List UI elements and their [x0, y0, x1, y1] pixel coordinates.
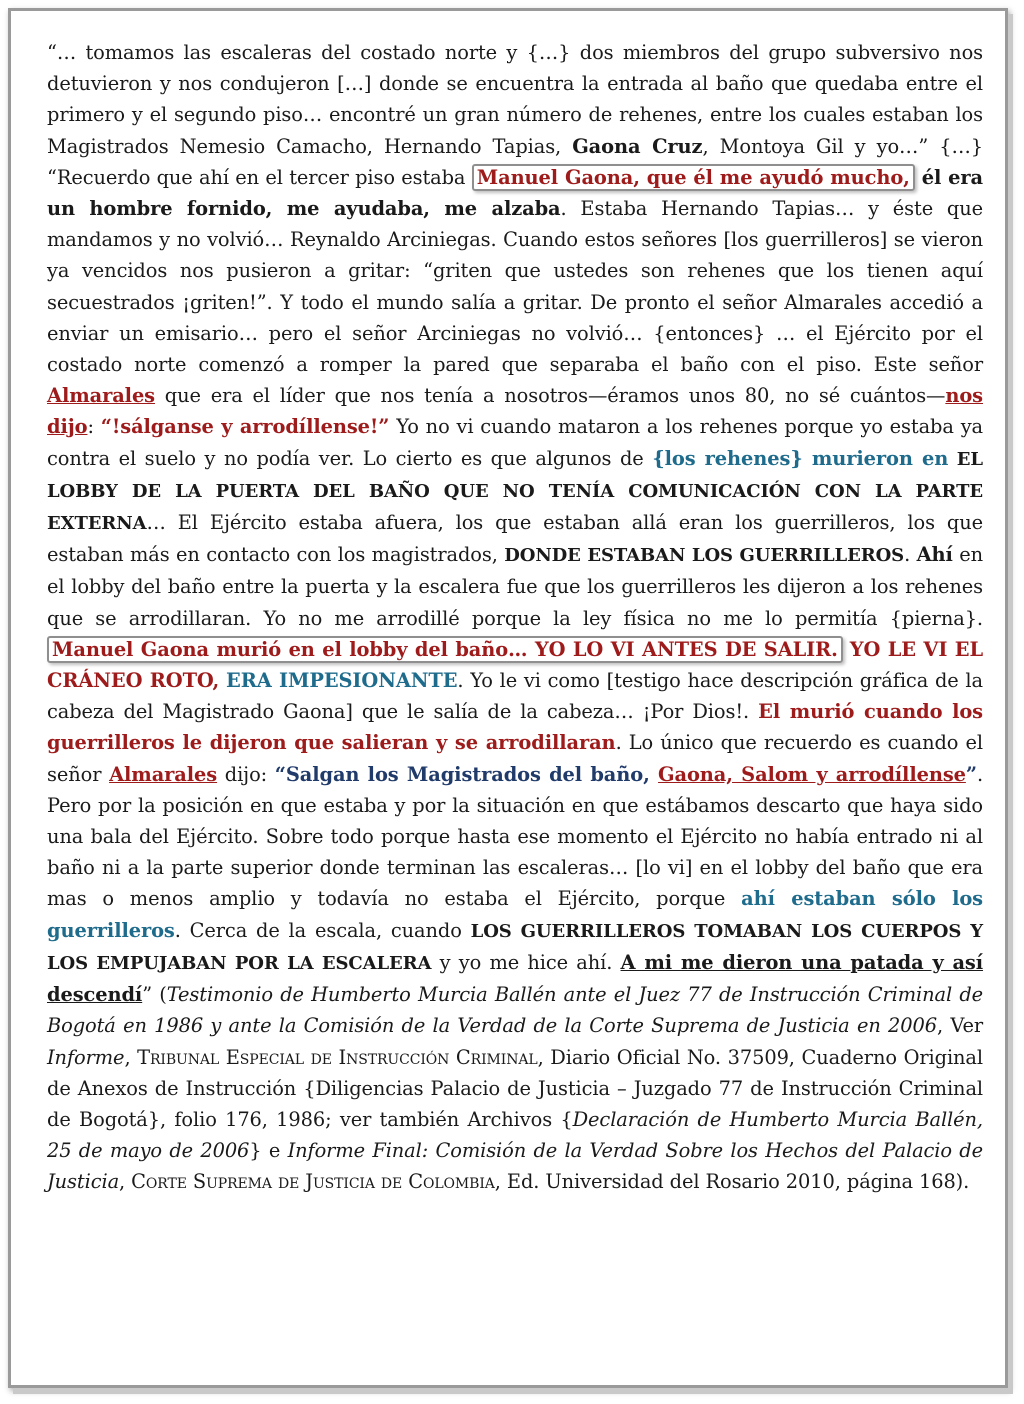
- text-run: ,: [119, 1170, 132, 1194]
- text-run: [219, 669, 226, 692]
- underlined-name-almarales: Almarales: [47, 384, 155, 408]
- red-phrase-murio: El murió cuando los guerrilleros le dijeron que salieran y se arrodillaran: [47, 700, 983, 755]
- citation-italic: Testimonio de Humberto Murcia Ballén ante el Juez 77 de Instrucción Criminal de Bogotá en 1986 y ante la Comisión de la Verdad de la Corte Suprema de Justicia en 2006: [47, 983, 984, 1038]
- text-run-bold: él era un hombre fornido, me ayudaba, me alzaba: [47, 165, 983, 221]
- underlined-name-almarales: Almarales: [109, 762, 218, 786]
- text-run: . Estaba Hernando Tapias… y éste que mandamos y no volvió… Reynaldo Arciniegas. Cuando estos señores [los guerrilleros] se vieron ya vencidos nos pusieron a gritar: “griten que ustedes son rehenes que los tienen aquí secuestrados ¡griten!”. Y todo el mundo salía a gritar. De pronto el señor Almarales accedió a enviar un emisario… pero el señor Arciniegas no volvió… {entonces} … el Ejército por el costado norte comenzó a romper la pared que separaba el baño con el piso. Este señor: [47, 197, 983, 377]
- underlined-gaona-salom: Gaona, Salom y arrodíllense: [658, 762, 966, 786]
- underlined-patada: A mi me dieron una patada y así descendí: [47, 950, 984, 1007]
- citation-italic: Declaración de Humberto Murcia Ballén, 25 de mayo de 2006: [47, 1107, 983, 1163]
- caps-phrase-guerrilleros: DONDE ESTABAN LOS GUERRILLEROS: [504, 545, 905, 567]
- navy-quote-close: ”: [965, 762, 977, 786]
- text-run: Yo no vi cuando mataron a los rehenes porque yo estaba ya contra el suelo y no podía ver. Lo cierto es que algunos de: [47, 415, 984, 470]
- text-run: . Lo único que recuerdo es cuando el señor: [47, 731, 983, 786]
- text-run: , Ver: [936, 1014, 984, 1038]
- text-run: ,: [124, 1045, 138, 1069]
- text-run: ” (: [142, 983, 167, 1007]
- text-run: y yo me hice ahí.: [431, 950, 621, 974]
- text-run: … El Ejército estaba afuera, los que estaban allá eran los guerrilleros, los que estaban más en contacto con los magistrados,: [47, 511, 983, 567]
- text-run: :: [87, 415, 101, 439]
- text-run: } e: [249, 1139, 288, 1163]
- highlight-box-gaona-helped: Manuel Gaona, que él me ayudó mucho,: [472, 164, 915, 191]
- teal-phrase-guerrilleros: ahí estaban sólo los guerrilleros: [47, 887, 983, 942]
- teal-phrase-impresionante: ERA IMPESIONANTE: [226, 669, 458, 693]
- paragraph-body: [47, 37, 983, 1198]
- teal-phrase: {los rehenes} murieron en: [652, 446, 949, 470]
- caps-phrase-cuerpos: LOS GUERRILLEROS TOMABAN LOS CUERPOS Y LOS EMPUJABAN POR LA ESCALERA: [47, 920, 983, 974]
- citation-small-caps: Tribunal Especial de Instrucción Criminal: [137, 1045, 538, 1069]
- document-frame: [8, 8, 1008, 1388]
- citation-small-caps: Corte Suprema de Justicia de Colombia: [131, 1170, 495, 1194]
- text-run: que era el líder que nos tenía a nosotros—éramos unos 80, no sé cuántos—: [155, 384, 946, 408]
- text-run: dijo:: [217, 762, 275, 786]
- text-run-bold: Ahí: [916, 543, 953, 567]
- text-run: en el lobby del baño entre la puerta y la escalera fue que los guerrilleros les dijeron a los rehenes que se arrodillaran. Yo no me arrodillé porque la ley física no me lo permitía {pierna}.: [47, 543, 983, 630]
- citation-italic: Informe Final: Comisión de la Verdad Sobre los Hechos del Palacio de Justicia: [47, 1139, 983, 1194]
- navy-quote-salgan: “Salgan los Magistrados del baño,: [274, 762, 659, 786]
- text-run: “… tomamos las escaleras del costado norte y {…} dos miembros del grupo subversivo nos detuvieron y nos condujeron […] donde se encuentra la entrada al baño que quedaba entre el primero y el segundo piso… encontré un gran número de rehenes, entre los cuales estaban los Magistrados Nemesio Camacho, Hernando Tapias,: [47, 41, 983, 158]
- text-run: [843, 638, 850, 661]
- text-run: [948, 447, 957, 470]
- red-phrase-craneo: YO LE VI EL CRÁNEO ROTO,: [47, 637, 983, 693]
- text-run: , Montoya Gil y yo…” {…} “Recuerdo que ahí en el tercer piso estaba: [47, 134, 984, 189]
- text-run: , Diario Oficial No. 37509, Cuaderno Original de Anexos de Instrucción {Diligencias Palacio de Justicia – Juzgado 77 de Instrucción Criminal de Bogotá}, folio 176, 1986; ver también Archivos {: [47, 1045, 983, 1131]
- text-run: .: [904, 543, 917, 567]
- highlight-box-gaona-died: Manuel Gaona murió en el lobby del baño… YO LO VI ANTES DE SALIR.: [47, 636, 843, 663]
- text-run: . Pero por la posición en que estaba y por la situación en que estábamos descarto que haya sido una bala del Ejército. Sobre todo porque hasta ese momento el Ejército no había entrado ni al baño ni a la parte superior donde terminan las escaleras… [lo vi] en el lobby del baño que era mas o menos amplio y todavía no estaba el Ejército, porque: [47, 762, 984, 911]
- red-quote-arrodillense: “!sálganse y arrodíllense!”: [100, 415, 390, 439]
- citation-italic: Informe: [47, 1045, 125, 1069]
- quote-paragraph: [47, 37, 983, 1198]
- underlined-nos-dijo: nos dijo: [47, 384, 983, 439]
- text-run: , Ed. Universidad del Rosario 2010, página 168).: [494, 1170, 970, 1194]
- text-run-bold: Gaona Cruz: [572, 134, 703, 158]
- text-run: . Yo le vi como [testigo hace descripción gráfica de la cabeza del Magistrado Gaona] que le salía de la cabeza… ¡Por Dios!.: [47, 669, 983, 724]
- text-run: . Cerca de la escala, cuando: [174, 918, 471, 942]
- caps-phrase-lobby: EL LOBBY DE LA PUERTA DEL BAÑO QUE NO TENÍA COMUNICACIÓN CON LA PARTE EXTERNA: [47, 448, 983, 535]
